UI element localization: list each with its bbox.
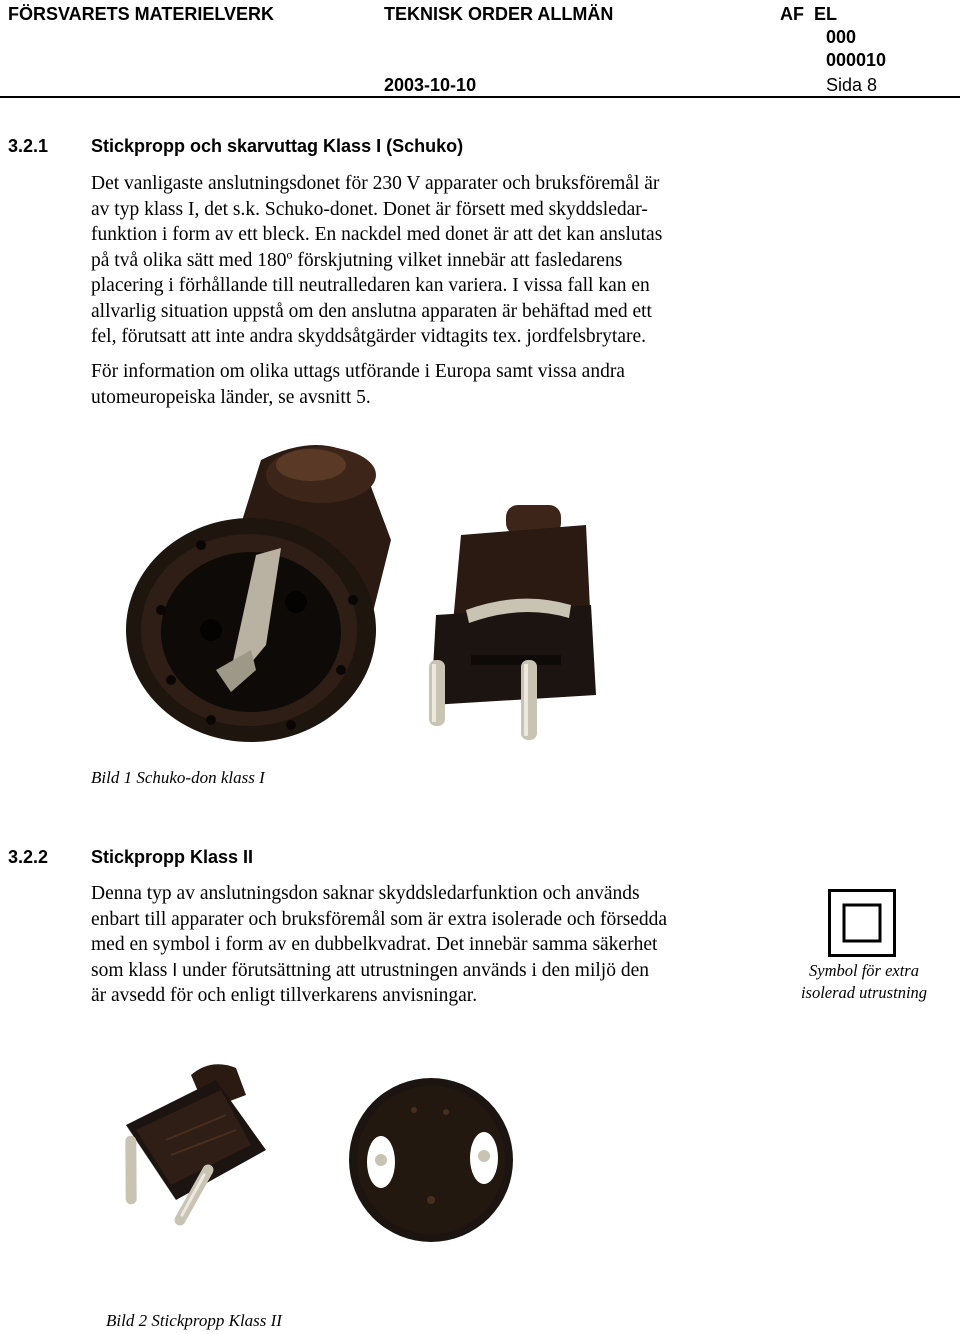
text-line: som klass I under förutsättning att utrustningen används i den miljö den (91, 959, 649, 981)
symbol-caption (778, 960, 950, 1004)
text-line: placering i förhållande till neutralledaren kan variera. I vissa fall kan en (91, 275, 650, 296)
header-date: 2003-10-10 (384, 75, 477, 95)
degree-superscript: o (286, 247, 293, 261)
text-line: Denna typ av anslutningsdon saknar skyddsledarfunktion och används (91, 883, 640, 904)
text-line: av typ klass I, det s.k. Schuko-donet. Donet är försett med skyddsledar- (91, 198, 648, 220)
text-line: funktion i form av ett bleck. En nackdel med donet är att det kan anslutas (91, 224, 663, 245)
text-line: allvarlig situation uppstå om den anslutna apparaten är behäftad med ett (91, 300, 652, 322)
symbol-caption-line: isolerad utrustning (800, 983, 928, 1002)
figure-schuko-connectors (91, 420, 651, 755)
header-page-number: Sida 8 (826, 75, 878, 95)
symbol-caption-line: Symbol för extra (809, 961, 919, 980)
text-line: Det vanligaste anslutningsdonet för 230 V apparater och bruksföremål är (91, 173, 660, 194)
section-title: Stickpropp Klass II (91, 847, 254, 867)
text-line: på två olika sätt med 180$^o$ förskjutning vilket innebär att fasledarens (91, 247, 623, 271)
text-line: enbart till apparater och bruksföremål som är extra isolerade och försedda (91, 908, 668, 930)
text-line: För information om olika uttags utförande i Europa samt vissa andra (91, 361, 625, 382)
text-line: utomeuropeiska länder, se avsnitt 5. (91, 386, 371, 408)
header-doc-id-line3: 000010 (826, 50, 887, 70)
text-line: med en symbol i form av en dubbelkvadrat. Det innebär samma säkerhet (91, 934, 658, 955)
text-line: fel, förutsatt att inte andra skyddsåtgärder vidtagits tex. jordfelsbrytare. (91, 326, 647, 347)
header-doc-id-line1: AF EL (780, 4, 837, 24)
europlug-front-illustration (349, 1078, 513, 1242)
section-number: 3.2.1 (8, 136, 49, 156)
text-line: är avsedd för och enligt tillverkarens anvisningar. (91, 985, 478, 1006)
section-number: 3.2.2 (8, 847, 49, 867)
figure-caption: Bild 1 Schuko-don klass I (91, 768, 265, 787)
section-body-paragraph (91, 359, 791, 410)
figure-europlug (96, 1050, 536, 1300)
section-body-paragraph (91, 881, 761, 1009)
header-doc-type: TEKNISK ORDER ALLMÄN (384, 4, 614, 24)
header-rule (0, 96, 960, 98)
figure-caption: Bild 2 Stickpropp Klass II (106, 1311, 282, 1330)
double-square-icon (828, 889, 896, 957)
header-org: FÖRSVARETS MATERIELVERK (8, 4, 275, 24)
section-body-paragraph (91, 171, 791, 350)
class-roman-numeral: I (172, 959, 178, 980)
header-doc-id-line2: 000 (826, 27, 857, 47)
section-title: Stickpropp och skarvuttag Klass I (Schuko) (91, 136, 464, 156)
